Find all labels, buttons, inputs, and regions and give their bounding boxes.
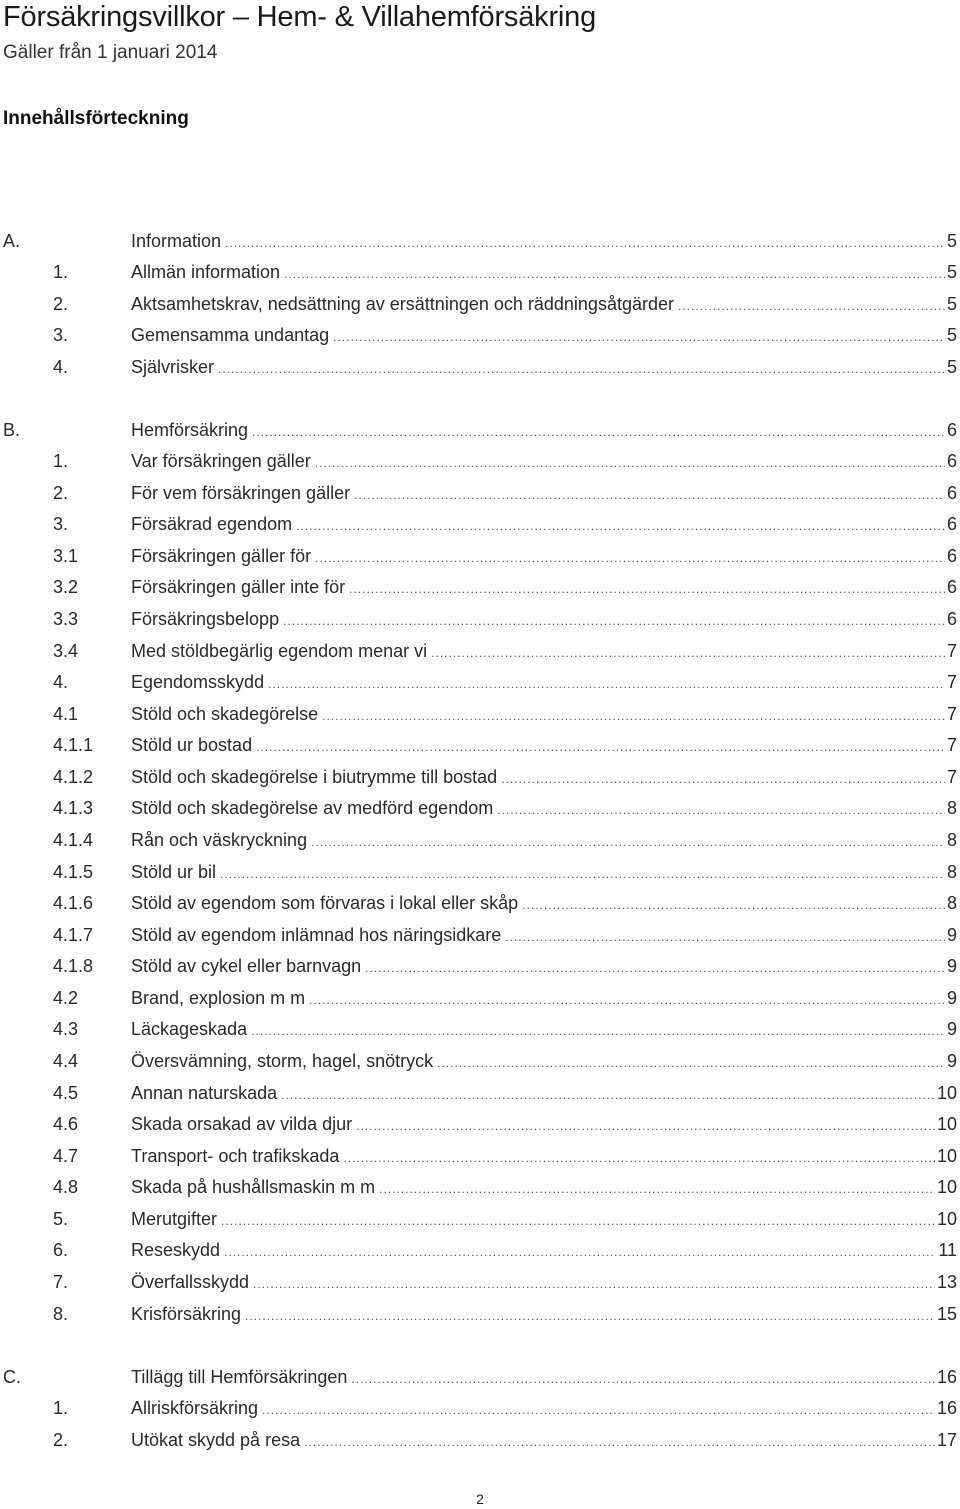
toc-entry[interactable] bbox=[0, 1078, 960, 1108]
toc-page-number: 7 bbox=[946, 704, 957, 724]
toc-number: 4.1.1 bbox=[53, 735, 94, 755]
toc-entry[interactable] bbox=[0, 825, 960, 855]
document-title: Försäkringsvillkor – Hem- & Villahemförsäkring bbox=[3, 1, 597, 33]
toc-number: 5. bbox=[53, 1209, 69, 1229]
toc-leader-dots bbox=[333, 322, 945, 352]
toc-title: Allmän information bbox=[131, 262, 281, 282]
toc-number: 1. bbox=[53, 262, 69, 282]
toc-leader-dots bbox=[315, 448, 945, 478]
toc-leader-dots bbox=[497, 795, 945, 825]
toc-number: 4.2 bbox=[53, 988, 79, 1008]
toc-number: 4.1.6 bbox=[53, 893, 94, 913]
toc-entry[interactable] bbox=[0, 1267, 960, 1297]
toc-page-number: 13 bbox=[936, 1272, 957, 1292]
toc-number: 1. bbox=[53, 451, 69, 471]
toc-entry[interactable] bbox=[0, 951, 960, 981]
toc-number: 7. bbox=[53, 1272, 69, 1292]
toc-page-number: 6 bbox=[946, 514, 957, 534]
toc-entry[interactable] bbox=[0, 604, 960, 634]
toc-number: 4.1.5 bbox=[53, 862, 94, 882]
toc-page-number: 9 bbox=[946, 1051, 957, 1071]
toc-entry[interactable] bbox=[0, 762, 960, 792]
toc-entry[interactable] bbox=[0, 1109, 960, 1139]
toc-leader-dots bbox=[262, 1395, 935, 1425]
toc-title: Läckageskada bbox=[131, 1019, 248, 1039]
toc-title: Transport- och trafikskada bbox=[131, 1146, 340, 1166]
toc-page-number: 6 bbox=[946, 577, 957, 597]
toc-title: Reseskydd bbox=[131, 1240, 221, 1260]
toc-entry[interactable] bbox=[0, 1141, 960, 1171]
toc-page-number: 8 bbox=[946, 893, 957, 913]
toc-entry[interactable] bbox=[0, 541, 960, 571]
toc-number: 4.1.3 bbox=[53, 798, 94, 818]
toc-number: 3. bbox=[53, 325, 69, 345]
toc-title: Tillägg till Hemförsäkringen bbox=[131, 1367, 348, 1387]
toc-title: Försäkringen gäller inte för bbox=[131, 577, 346, 597]
toc-page-number: 6 bbox=[946, 483, 957, 503]
toc-number: 3. bbox=[53, 514, 69, 534]
toc-number: C. bbox=[3, 1367, 21, 1387]
toc-page-number: 6 bbox=[946, 546, 957, 566]
toc-page-number: 9 bbox=[946, 925, 957, 945]
toc-page-number: 10 bbox=[936, 1083, 957, 1103]
toc-page-number: 7 bbox=[946, 735, 957, 755]
toc-entry[interactable] bbox=[0, 1172, 960, 1202]
toc-entry[interactable] bbox=[0, 730, 960, 760]
toc-leader-dots bbox=[296, 511, 945, 541]
toc-title: Rån och väskryckning bbox=[131, 830, 308, 850]
toc-leader-dots bbox=[322, 701, 945, 731]
toc-number: 2. bbox=[53, 294, 69, 314]
document-subtitle: Gäller från 1 januari 2014 bbox=[3, 42, 218, 63]
toc-leader-dots bbox=[304, 1427, 935, 1457]
toc-entry[interactable] bbox=[0, 572, 960, 602]
toc-number: 4.1 bbox=[53, 704, 79, 724]
toc-entry[interactable] bbox=[0, 1204, 960, 1234]
toc-entry[interactable] bbox=[0, 320, 960, 350]
toc-leader-dots bbox=[356, 1111, 935, 1141]
toc-leader-dots bbox=[437, 1048, 945, 1078]
toc-title: Utökat skydd på resa bbox=[131, 1430, 301, 1450]
toc-title: Allriskförsäkring bbox=[131, 1398, 259, 1418]
toc-leader-dots bbox=[268, 669, 945, 699]
toc-leader-dots bbox=[379, 1174, 935, 1204]
toc-page-number: 5 bbox=[946, 294, 957, 314]
toc-title: Med stöldbegärlig egendom menar vi bbox=[131, 641, 428, 661]
toc-entry[interactable] bbox=[0, 920, 960, 950]
toc-leader-dots bbox=[522, 890, 945, 920]
toc-leader-dots bbox=[281, 1080, 935, 1110]
toc-number: 3.3 bbox=[53, 609, 79, 629]
toc-leader-dots bbox=[678, 291, 945, 321]
toc-entry[interactable] bbox=[0, 1235, 960, 1265]
toc-page-number: 8 bbox=[946, 830, 957, 850]
toc-leader-dots bbox=[225, 228, 945, 258]
toc-title: Egendomsskydd bbox=[131, 672, 265, 692]
toc-entry[interactable] bbox=[0, 699, 960, 729]
toc-entry[interactable] bbox=[0, 1299, 960, 1329]
toc-entry[interactable] bbox=[0, 1425, 960, 1455]
toc-number: 4.4 bbox=[53, 1051, 79, 1071]
toc-title: Skada på hushållsmaskin m m bbox=[131, 1177, 376, 1197]
toc-page-number: 7 bbox=[946, 767, 957, 787]
toc-leader-dots bbox=[349, 574, 945, 604]
toc-entry[interactable] bbox=[0, 446, 960, 476]
toc-leader-dots bbox=[284, 259, 945, 289]
toc-page-number: 10 bbox=[936, 1209, 957, 1229]
toc-title: Självrisker bbox=[131, 357, 215, 377]
toc-number: A. bbox=[3, 231, 21, 251]
toc-page-number: 7 bbox=[946, 672, 957, 692]
toc-leader-dots bbox=[354, 480, 945, 510]
toc-title: Stöld av egendom inlämnad hos näringsidkare bbox=[131, 925, 502, 945]
toc-page-number: 8 bbox=[946, 862, 957, 882]
toc-leader-dots bbox=[221, 1206, 935, 1236]
toc-title: Stöld och skadegörelse av medförd egendom bbox=[131, 798, 494, 818]
toc-title: Var försäkringen gäller bbox=[131, 451, 311, 471]
toc-leader-dots bbox=[251, 1016, 945, 1046]
toc-leader-dots bbox=[256, 732, 945, 762]
toc-title: Översvämning, storm, hagel, snötryck bbox=[131, 1051, 434, 1071]
toc-title: Krisförsäkring bbox=[131, 1304, 242, 1324]
toc-title: Stöld ur bostad bbox=[131, 735, 253, 755]
toc-entry[interactable] bbox=[0, 1393, 960, 1423]
toc-page-number: 10 bbox=[936, 1177, 957, 1197]
toc-leader-dots bbox=[224, 1237, 936, 1267]
toc-page-number: 9 bbox=[946, 988, 957, 1008]
toc-title: Annan naturskada bbox=[131, 1083, 278, 1103]
toc-title: Information bbox=[131, 231, 222, 251]
toc-number: 4.1.4 bbox=[53, 830, 94, 850]
toc-title: Försäkrad egendom bbox=[131, 514, 293, 534]
toc-number: 2. bbox=[53, 483, 69, 503]
page-number: 2 bbox=[476, 1491, 484, 1507]
toc-entry[interactable] bbox=[0, 983, 960, 1013]
toc-number: 4.3 bbox=[53, 1019, 79, 1039]
toc-number: 1. bbox=[53, 1398, 69, 1418]
toc-leader-dots bbox=[351, 1364, 935, 1394]
toc-leader-dots bbox=[315, 543, 945, 573]
toc-title: Hemförsäkring bbox=[131, 420, 249, 440]
toc-title: Merutgifter bbox=[131, 1209, 218, 1229]
toc-number: 3.4 bbox=[53, 641, 79, 661]
toc-page-number: 11 bbox=[938, 1240, 957, 1260]
toc-number: 4.1.7 bbox=[53, 925, 94, 945]
toc-leader-dots bbox=[365, 953, 945, 983]
toc-leader-dots bbox=[283, 606, 945, 636]
toc-entry[interactable] bbox=[0, 888, 960, 918]
toc-number: 4.8 bbox=[53, 1177, 79, 1197]
toc-leader-dots bbox=[311, 827, 945, 857]
toc-page-number: 17 bbox=[936, 1430, 957, 1450]
toc-entry[interactable] bbox=[0, 667, 960, 697]
toc-page-number: 6 bbox=[946, 609, 957, 629]
toc-page-number: 8 bbox=[946, 798, 957, 818]
toc-leader-dots bbox=[245, 1301, 935, 1331]
toc-number: 6. bbox=[53, 1240, 69, 1260]
toc-page-number: 9 bbox=[946, 1019, 957, 1039]
toc-page-number: 6 bbox=[946, 420, 957, 440]
toc-number: 4. bbox=[53, 357, 69, 377]
toc-section-c[interactable] bbox=[0, 1362, 960, 1392]
toc-number: 4.1.8 bbox=[53, 956, 94, 976]
toc-leader-dots bbox=[431, 638, 945, 668]
toc-number: B. bbox=[3, 420, 21, 440]
toc-page-number: 5 bbox=[946, 262, 957, 282]
toc-page-number: 5 bbox=[946, 325, 957, 345]
toc-title: Stöld och skadegörelse i biutrymme till bostad bbox=[131, 767, 498, 787]
toc-number: 4.6 bbox=[53, 1114, 79, 1134]
toc-number: 8. bbox=[53, 1304, 69, 1324]
toc-title: Stöld och skadegörelse bbox=[131, 704, 319, 724]
toc-leader-dots bbox=[218, 354, 945, 384]
toc-page-number: 16 bbox=[936, 1398, 957, 1418]
toc-entry[interactable] bbox=[0, 352, 960, 382]
toc-number: 4.5 bbox=[53, 1083, 79, 1103]
toc-leader-dots bbox=[343, 1143, 935, 1173]
toc-title: Gemensamma undantag bbox=[131, 325, 330, 345]
toc-title: Stöld av egendom som förvaras i lokal eller skåp bbox=[131, 893, 519, 913]
toc-title: Aktsamhetskrav, nedsättning av ersättningen och räddningsåtgärder bbox=[131, 294, 674, 314]
toc-page-number: 15 bbox=[936, 1304, 957, 1324]
toc-number: 2. bbox=[53, 1430, 69, 1450]
toc-section-a[interactable] bbox=[0, 226, 960, 256]
toc-page-number: 6 bbox=[946, 451, 957, 471]
toc-page-number: 5 bbox=[946, 357, 957, 377]
toc-page-number: 16 bbox=[936, 1367, 957, 1387]
toc-entry[interactable] bbox=[0, 1014, 960, 1044]
toc-page-number: 9 bbox=[946, 956, 957, 976]
toc-entry[interactable] bbox=[0, 509, 960, 539]
toc-heading: Innehållsförteckning bbox=[3, 108, 189, 129]
toc-leader-dots bbox=[309, 985, 945, 1015]
toc-entry[interactable] bbox=[0, 289, 960, 319]
toc-page-number: 10 bbox=[936, 1146, 957, 1166]
toc-page-number: 10 bbox=[936, 1114, 957, 1134]
toc-entry[interactable] bbox=[0, 636, 960, 666]
toc-leader-dots bbox=[253, 1269, 935, 1299]
toc-page-number: 5 bbox=[946, 231, 957, 251]
toc-leader-dots bbox=[505, 922, 945, 952]
toc-title: Försäkringen gäller för bbox=[131, 546, 312, 566]
toc-entry[interactable] bbox=[0, 793, 960, 823]
toc-title: Försäkringsbelopp bbox=[131, 609, 280, 629]
toc-page-number: 7 bbox=[946, 641, 957, 661]
toc-title: Stöld av cykel eller barnvagn bbox=[131, 956, 362, 976]
toc-entry[interactable] bbox=[0, 257, 960, 287]
toc-number: 3.2 bbox=[53, 577, 79, 597]
toc-title: Överfallsskydd bbox=[131, 1272, 250, 1292]
toc-entry[interactable] bbox=[0, 857, 960, 887]
toc-leader-dots bbox=[220, 859, 945, 889]
toc-leader-dots bbox=[501, 764, 945, 794]
toc-number: 4.1.2 bbox=[53, 767, 94, 787]
toc-entry[interactable] bbox=[0, 478, 960, 508]
toc-entry[interactable] bbox=[0, 1046, 960, 1076]
toc-title: För vem försäkringen gäller bbox=[131, 483, 351, 503]
toc-title: Brand, explosion m m bbox=[131, 988, 306, 1008]
toc-number: 4. bbox=[53, 672, 69, 692]
toc-section-b[interactable] bbox=[0, 415, 960, 445]
toc-title: Stöld ur bil bbox=[131, 862, 217, 882]
toc-number: 4.7 bbox=[53, 1146, 79, 1166]
toc-leader-dots bbox=[252, 417, 945, 447]
toc-title: Skada orsakad av vilda djur bbox=[131, 1114, 353, 1134]
toc-number: 3.1 bbox=[53, 546, 79, 566]
